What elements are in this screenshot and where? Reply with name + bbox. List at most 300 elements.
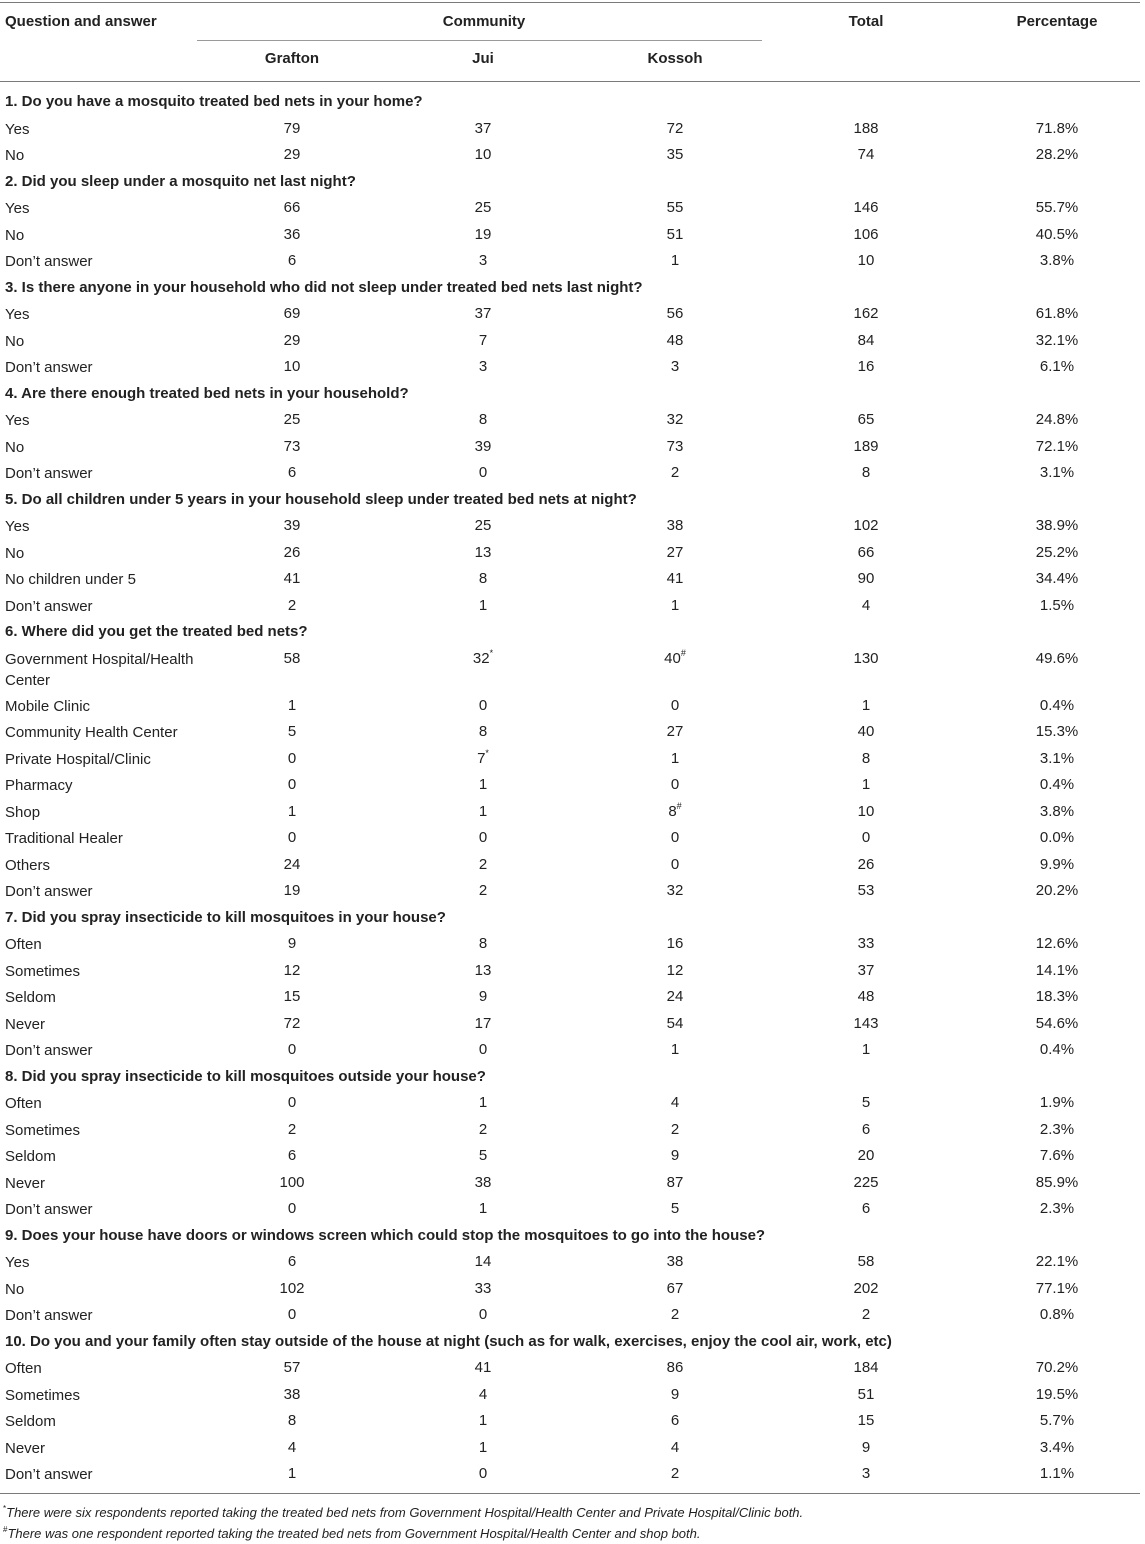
- pct-value: 1.1%: [1039, 1465, 1075, 1482]
- jui-cell: [479, 1386, 487, 1404]
- kossoh-cell: [667, 1015, 684, 1033]
- kossoh-cell: [671, 750, 679, 768]
- pct-value: 0.4%: [1039, 696, 1075, 714]
- grafton-value: 5: [287, 723, 297, 740]
- grafton-value: 6: [287, 464, 297, 481]
- grafton-value: 6: [287, 252, 297, 269]
- table-body: [0, 89, 1145, 1488]
- pct-value: 25.2%: [1035, 543, 1079, 561]
- percentage-cell: [1036, 1280, 1079, 1298]
- grafton-value: 1: [287, 1465, 297, 1482]
- kossoh-value: 0: [670, 829, 680, 846]
- question-text: 2. Did you sleep under a mosquito net last night?: [5, 172, 356, 190]
- total-value: 20: [857, 1147, 875, 1164]
- grafton-cell: [284, 332, 301, 350]
- percentage-cell: [1040, 776, 1074, 794]
- jui-cell: [479, 332, 487, 350]
- pct-value: 18.3%: [1035, 988, 1079, 1005]
- jui-value: 8: [478, 723, 488, 740]
- total-cell: [853, 1174, 878, 1192]
- percentage-cell: [1036, 438, 1079, 456]
- footnote-asterisk: *There were six respondents reported taking the treated bed nets from Government Hospital/Health Center and Private Hospital/Clinic both.: [3, 1503, 804, 1520]
- table-row: [0, 931, 1145, 958]
- header-rule: [0, 81, 1140, 82]
- pct-value: 6.1%: [1039, 358, 1075, 375]
- table-row: [0, 407, 1145, 434]
- answer-label: Don’t answer: [5, 253, 93, 270]
- jui-cell: [479, 1439, 487, 1457]
- percentage-cell: [1036, 882, 1079, 900]
- percentage-cell: [1036, 199, 1079, 217]
- kossoh-value: 27: [666, 543, 684, 561]
- total-value: 106: [853, 225, 879, 243]
- grafton-value: 73: [283, 437, 301, 455]
- answer-label: No: [5, 1280, 25, 1298]
- jui-cell: [479, 411, 487, 429]
- jui-value: 2: [478, 882, 488, 899]
- total-cell: [862, 1041, 870, 1059]
- pct-value: 3.8%: [1039, 252, 1075, 269]
- answer-label: Don’t answer: [5, 465, 93, 482]
- jui-cell: [479, 358, 487, 376]
- grafton-cell: [284, 544, 301, 562]
- answer-label: No: [5, 332, 25, 350]
- answer-label: Seldom: [5, 1413, 56, 1430]
- kossoh-value: 2: [670, 1120, 680, 1138]
- table-row: [0, 746, 1145, 773]
- kossoh-cell: [667, 935, 684, 953]
- footnote-marker: *: [485, 747, 489, 758]
- table-row: [0, 1117, 1145, 1144]
- kossoh-value: 2: [670, 464, 680, 481]
- answer-label: No: [5, 544, 25, 562]
- table-row: [0, 460, 1145, 487]
- header-percentage: Percentage: [1016, 13, 1098, 30]
- kossoh-value: 72: [666, 119, 684, 137]
- jui-value: 7: [477, 749, 486, 767]
- table-row: [0, 593, 1145, 620]
- total-value: 8: [861, 749, 871, 767]
- kossoh-cell: [667, 411, 684, 429]
- kossoh-cell: [671, 464, 679, 482]
- jui-value: 2: [478, 1120, 488, 1138]
- answer-label: Don’t answer: [5, 1201, 93, 1218]
- kossoh-cell: [667, 988, 684, 1006]
- jui-value: 33: [474, 1279, 492, 1297]
- kossoh-value: 8: [668, 802, 677, 820]
- total-value: 16: [857, 358, 875, 375]
- grafton-cell: [288, 1041, 296, 1059]
- question-text: 6. Where did you get the treated bed nets?: [5, 623, 308, 640]
- total-cell: [853, 650, 878, 668]
- percentage-cell: [1036, 1359, 1079, 1377]
- grafton-value: 24: [283, 855, 301, 873]
- kossoh-cell: [667, 1280, 684, 1298]
- pct-value: 55.7%: [1035, 199, 1079, 216]
- kossoh-cell: [667, 517, 684, 535]
- percentage-cell: [1036, 517, 1079, 535]
- kossoh-value: 41: [666, 570, 684, 587]
- grafton-cell: [284, 120, 301, 138]
- total-cell: [858, 988, 875, 1006]
- total-cell: [862, 464, 870, 482]
- grafton-cell: [284, 1015, 301, 1033]
- question-row: [0, 905, 1145, 932]
- grafton-cell: [284, 882, 301, 900]
- answer-label: Don’t answer: [5, 597, 93, 615]
- header-jui: Jui: [472, 50, 494, 67]
- percentage-cell: [1036, 332, 1079, 350]
- table-row: [0, 1435, 1145, 1462]
- total-value: 10: [857, 802, 875, 820]
- kossoh-value: 48: [666, 331, 684, 349]
- table-row: [0, 116, 1145, 143]
- pct-value: 3.1%: [1039, 464, 1075, 481]
- pct-value: 54.6%: [1035, 1014, 1079, 1032]
- grafton-value: 72: [283, 1014, 301, 1032]
- percentage-cell: [1036, 544, 1079, 562]
- kossoh-cell: [667, 332, 684, 350]
- jui-cell: [475, 120, 492, 138]
- answer-label: Never: [5, 1439, 46, 1457]
- pct-value: 0.0%: [1039, 829, 1075, 846]
- table-row: [0, 1143, 1145, 1170]
- jui-cell: [475, 1253, 492, 1271]
- grafton-cell: [284, 988, 301, 1006]
- percentage-cell: [1036, 723, 1079, 741]
- pct-value: 3.1%: [1039, 749, 1075, 767]
- jui-cell: [475, 305, 492, 323]
- percentage-cell: [1040, 829, 1074, 847]
- answer-label: Traditional Healer: [5, 830, 123, 847]
- kossoh-value: 24: [666, 988, 684, 1005]
- total-value: 189: [853, 437, 879, 455]
- grafton-cell: [288, 1439, 296, 1457]
- kossoh-value: 38: [666, 517, 684, 534]
- kossoh-value: 2: [670, 1306, 680, 1323]
- total-value: 0: [861, 829, 871, 846]
- table-row: [0, 878, 1145, 905]
- percentage-cell: [1040, 597, 1074, 615]
- answer-label: Others: [5, 856, 51, 874]
- jui-cell: [475, 1280, 492, 1298]
- total-cell: [853, 517, 878, 535]
- answer-label: No: [5, 147, 25, 164]
- kossoh-value: 9: [670, 1385, 680, 1403]
- grafton-value: 39: [283, 517, 301, 534]
- total-cell: [853, 305, 878, 323]
- kossoh-cell: [671, 597, 679, 615]
- jui-value: 19: [474, 225, 492, 243]
- grafton-cell: [288, 1306, 296, 1324]
- total-cell: [858, 803, 875, 821]
- answer-label: Often: [5, 1360, 42, 1377]
- pct-value: 24.8%: [1035, 411, 1079, 428]
- kossoh-cell: [667, 438, 684, 456]
- kossoh-value: 86: [666, 1359, 684, 1376]
- pct-value: 40.5%: [1035, 225, 1079, 243]
- jui-value: 1: [478, 1094, 488, 1111]
- jui-cell: [479, 464, 487, 482]
- kossoh-value: 12: [666, 961, 684, 979]
- grafton-value: 8: [287, 1412, 297, 1429]
- pct-value: 5.7%: [1039, 1412, 1075, 1429]
- footnotes: [3, 1502, 803, 1544]
- kossoh-value: 0: [670, 696, 680, 714]
- total-cell: [862, 1094, 870, 1112]
- table-row: [0, 513, 1145, 540]
- percentage-cell: [1040, 803, 1074, 821]
- question-text: 5. Do all children under 5 years in your household sleep under treated bed nets at night?: [5, 490, 637, 508]
- pct-value: 12.6%: [1035, 935, 1079, 952]
- kossoh-cell: [667, 1359, 684, 1377]
- kossoh-value: 1: [670, 596, 680, 614]
- total-value: 146: [853, 199, 879, 216]
- kossoh-cell: [667, 962, 684, 980]
- percentage-cell: [1040, 1121, 1074, 1139]
- pct-value: 0.8%: [1039, 1306, 1075, 1323]
- kossoh-cell: [671, 358, 679, 376]
- total-cell: [862, 1200, 870, 1218]
- total-cell: [853, 120, 878, 138]
- jui-cell: [479, 1200, 487, 1218]
- total-value: 225: [853, 1173, 879, 1191]
- jui-cell: [479, 1147, 487, 1165]
- grafton-value: 0: [287, 1306, 297, 1323]
- grafton-value: 12: [283, 961, 301, 979]
- footnote-hash: #There was one respondent reported taking the treated bed nets from Government Hospital/Health Center and shop both.: [3, 1524, 701, 1541]
- jui-cell: [475, 517, 492, 535]
- total-cell: [862, 1121, 870, 1139]
- jui-cell: [475, 544, 492, 562]
- kossoh-value: 51: [666, 225, 684, 243]
- percentage-cell: [1040, 750, 1074, 768]
- total-value: 1: [861, 696, 871, 714]
- percentage-cell: [1036, 305, 1079, 323]
- question-row: [0, 275, 1145, 302]
- kossoh-value: 27: [666, 723, 684, 740]
- question-row: [0, 1064, 1145, 1091]
- kossoh-cell: [667, 882, 684, 900]
- kossoh-value: 87: [666, 1173, 684, 1191]
- question-text: 4. Are there enough treated bed nets in your household?: [5, 384, 409, 402]
- percentage-cell: [1040, 1094, 1074, 1112]
- question-row: [0, 1223, 1145, 1250]
- pct-value: 34.4%: [1035, 570, 1079, 587]
- percentage-cell: [1036, 1386, 1079, 1404]
- jui-cell: [475, 438, 492, 456]
- grafton-value: 0: [287, 749, 297, 767]
- question-row: [0, 619, 1145, 646]
- total-cell: [853, 1015, 878, 1033]
- kossoh-cell: [667, 305, 684, 323]
- pct-value: 0.4%: [1039, 776, 1075, 793]
- kossoh-cell: [667, 146, 684, 164]
- answer-label: Don’t answer: [5, 883, 93, 900]
- answer-label: Sometimes: [5, 962, 81, 980]
- jui-cell: [479, 988, 487, 1006]
- kossoh-cell: [671, 1041, 679, 1059]
- table-row: [0, 852, 1145, 879]
- kossoh-value: 54: [666, 1014, 684, 1032]
- grafton-cell: [288, 829, 296, 847]
- percentage-cell: [1036, 988, 1079, 1006]
- grafton-cell: [284, 570, 301, 588]
- total-value: 66: [857, 543, 875, 561]
- table-row: [0, 434, 1145, 461]
- kossoh-value: 56: [666, 305, 684, 322]
- percentage-cell: [1040, 856, 1074, 874]
- grafton-value: 58: [283, 649, 301, 667]
- kossoh-cell: [671, 829, 679, 847]
- total-cell: [858, 1147, 875, 1165]
- answer-label: Yes: [5, 120, 30, 138]
- table-row: [0, 328, 1145, 355]
- grafton-value: 0: [287, 776, 297, 793]
- total-value: 9: [861, 1438, 871, 1456]
- answer-label: Yes: [5, 1254, 30, 1271]
- pct-value: 61.8%: [1035, 305, 1079, 322]
- jui-value: 3: [478, 252, 488, 269]
- answer-label: No children under 5: [5, 571, 136, 588]
- jui-value: 39: [474, 437, 492, 455]
- total-cell: [858, 411, 875, 429]
- total-value: 53: [857, 882, 875, 899]
- grafton-value: 2: [287, 1120, 297, 1138]
- total-value: 4: [861, 596, 871, 614]
- kossoh-value: 67: [666, 1279, 684, 1297]
- kossoh-value: 5: [670, 1200, 680, 1217]
- percentage-cell: [1036, 650, 1079, 668]
- grafton-cell: [284, 438, 301, 456]
- table-row: [0, 142, 1145, 169]
- answer-label: Don’t answer: [5, 1307, 93, 1324]
- jui-cell: [479, 935, 487, 953]
- table-row: [0, 772, 1145, 799]
- percentage-cell: [1040, 1147, 1074, 1165]
- total-cell: [853, 1359, 878, 1377]
- pct-value: 7.6%: [1039, 1147, 1075, 1164]
- jui-value: 1: [478, 802, 488, 820]
- total-value: 90: [857, 570, 875, 587]
- total-value: 10: [857, 252, 875, 269]
- jui-value: 7: [478, 331, 488, 349]
- total-cell: [858, 935, 875, 953]
- total-cell: [858, 723, 875, 741]
- table-row: [0, 693, 1145, 720]
- pct-value: 15.3%: [1035, 723, 1079, 740]
- percentage-cell: [1036, 226, 1079, 244]
- grafton-cell: [284, 1386, 301, 1404]
- pct-value: 0.4%: [1039, 1041, 1075, 1058]
- question-row: [0, 169, 1145, 196]
- answer-label: Yes: [5, 518, 30, 535]
- pct-value: 77.1%: [1035, 1279, 1079, 1297]
- grafton-value: 41: [283, 570, 301, 587]
- jui-cell: [479, 597, 487, 615]
- kossoh-value: 0: [670, 776, 680, 793]
- percentage-cell: [1040, 1200, 1074, 1218]
- grafton-cell: [288, 1121, 296, 1139]
- percentage-cell: [1036, 146, 1079, 164]
- grafton-value: 100: [279, 1173, 305, 1191]
- answer-label: Often: [5, 1095, 42, 1112]
- jui-cell: [479, 882, 487, 900]
- jui-cell: [479, 1306, 487, 1324]
- percentage-cell: [1040, 697, 1074, 715]
- jui-cell: [475, 226, 492, 244]
- total-cell: [862, 697, 870, 715]
- jui-value: 1: [478, 596, 488, 614]
- total-cell: [862, 597, 870, 615]
- jui-value: 25: [474, 199, 492, 216]
- grafton-cell: [284, 962, 301, 980]
- jui-value: 0: [478, 829, 488, 846]
- grafton-value: 6: [287, 1253, 297, 1270]
- total-cell: [858, 856, 875, 874]
- jui-value: 37: [474, 119, 492, 137]
- jui-value: 9: [478, 988, 488, 1005]
- pct-value: 85.9%: [1035, 1173, 1079, 1191]
- percentage-cell: [1036, 570, 1079, 588]
- total-cell: [862, 776, 870, 794]
- pct-value: 32.1%: [1035, 331, 1079, 349]
- question-text: 8. Did you spray insecticide to kill mosquitoes outside your house?: [5, 1067, 486, 1085]
- kossoh-value: 1: [670, 1041, 680, 1058]
- grafton-cell: [279, 1174, 304, 1192]
- total-value: 8: [861, 464, 871, 481]
- jui-value: 1: [478, 776, 488, 793]
- grafton-value: 2: [287, 596, 297, 614]
- kossoh-cell: [667, 570, 684, 588]
- jui-value: 1: [478, 1412, 488, 1429]
- jui-value: 5: [478, 1147, 488, 1164]
- jui-cell: [475, 1174, 492, 1192]
- kossoh-value: 9: [670, 1147, 680, 1164]
- jui-value: 8: [478, 935, 488, 952]
- answer-label: Mobile Clinic: [5, 697, 91, 715]
- answer-label: Never: [5, 1174, 46, 1192]
- table-row: [0, 1090, 1145, 1117]
- grafton-cell: [284, 517, 301, 535]
- grafton-value: 9: [287, 935, 297, 952]
- kossoh-value: 4: [670, 1438, 680, 1456]
- pct-value: 1.9%: [1039, 1094, 1075, 1111]
- answer-label: Sometimes: [5, 1386, 81, 1404]
- table-row: [0, 540, 1145, 567]
- kossoh-value: 55: [666, 199, 684, 216]
- table-row: [0, 222, 1145, 249]
- kossoh-value: 35: [666, 146, 684, 163]
- total-cell: [858, 544, 875, 562]
- jui-cell: [475, 962, 492, 980]
- total-value: 65: [857, 411, 875, 428]
- header-community: Community: [442, 13, 526, 30]
- pct-value: 9.9%: [1039, 855, 1075, 873]
- answer-label: Government Hospital/Health Center: [5, 650, 194, 689]
- grafton-cell: [288, 776, 296, 794]
- table-row: [0, 248, 1145, 275]
- grafton-cell: [288, 597, 296, 615]
- jui-cell: [479, 1121, 487, 1139]
- grafton-value: 38: [283, 1385, 301, 1403]
- total-value: 74: [857, 146, 875, 163]
- answer-label: Yes: [5, 412, 30, 429]
- pct-value: 28.2%: [1035, 146, 1079, 163]
- jui-cell: [479, 1094, 487, 1112]
- percentage-cell: [1036, 962, 1079, 980]
- grafton-cell: [288, 1465, 296, 1483]
